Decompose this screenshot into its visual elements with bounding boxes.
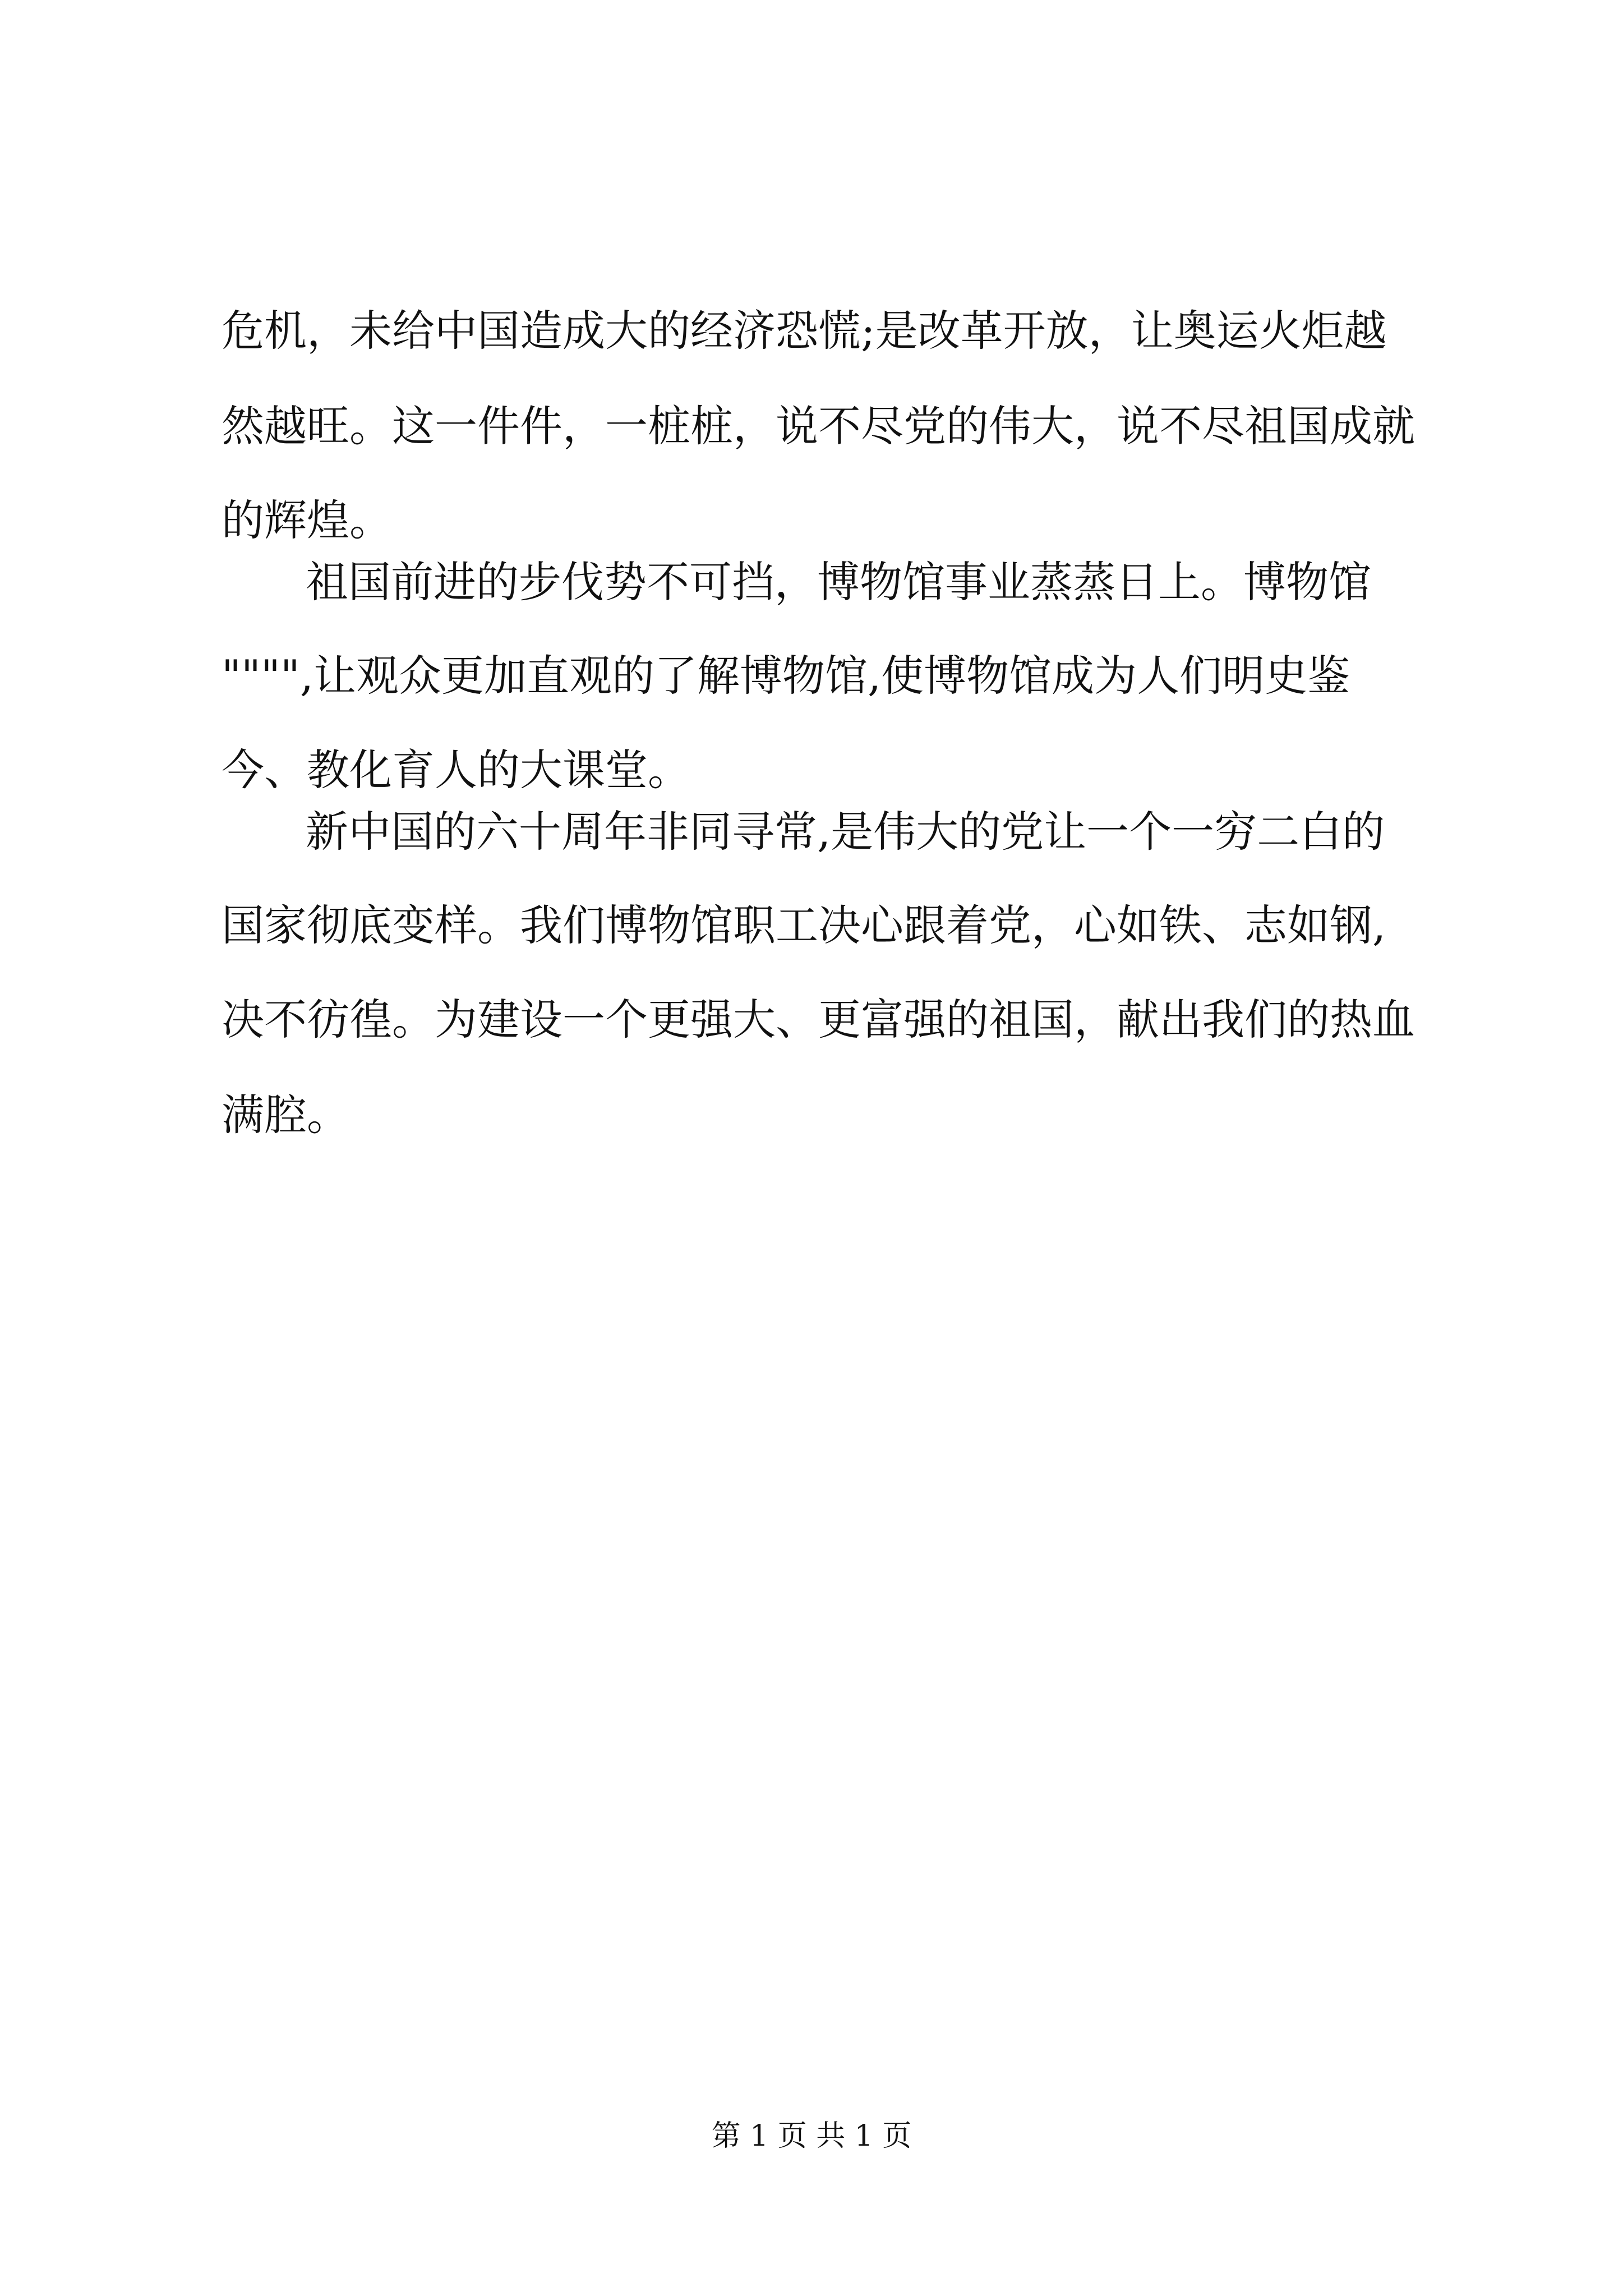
paragraph-1-line-2: 然越旺。这一件件，一桩桩，说不尽党的伟大，说不尽祖国成就 <box>222 401 1415 451</box>
paragraph-2-line-3: 今、教化育人的大课堂。 <box>222 745 690 795</box>
paragraph-3-line-2: 国家彻底变样。我们博物馆职工决心跟着党，心如铁、志如钢, <box>222 900 1386 950</box>
paragraph-3-line-1: 新中国的六十周年非同寻常,是伟大的党让一个一穷二白的 <box>306 807 1385 857</box>
paragraph-2-line-2: """",让观众更加直观的了解博物馆,使博物馆成为人们明史鉴 <box>222 651 1350 701</box>
paragraph-3-line-4: 满腔。 <box>222 1090 349 1140</box>
page-number-footer: 第 1 页 共 1 页 <box>711 2119 912 2153</box>
paragraph-2-line-1: 祖国前进的步伐势不可挡，博物馆事业蒸蒸日上。博物馆 <box>306 557 1371 607</box>
paragraph-1-line-3: 的辉煌。 <box>222 495 392 545</box>
paragraph-1-line-1: 危机，未给中国造成大的经济恐慌;是改革开放，让奥运火炬越 <box>222 306 1387 356</box>
paragraph-3-line-3: 决不彷徨。为建设一个更强大、更富强的祖国，献出我们的热血 <box>222 995 1415 1045</box>
